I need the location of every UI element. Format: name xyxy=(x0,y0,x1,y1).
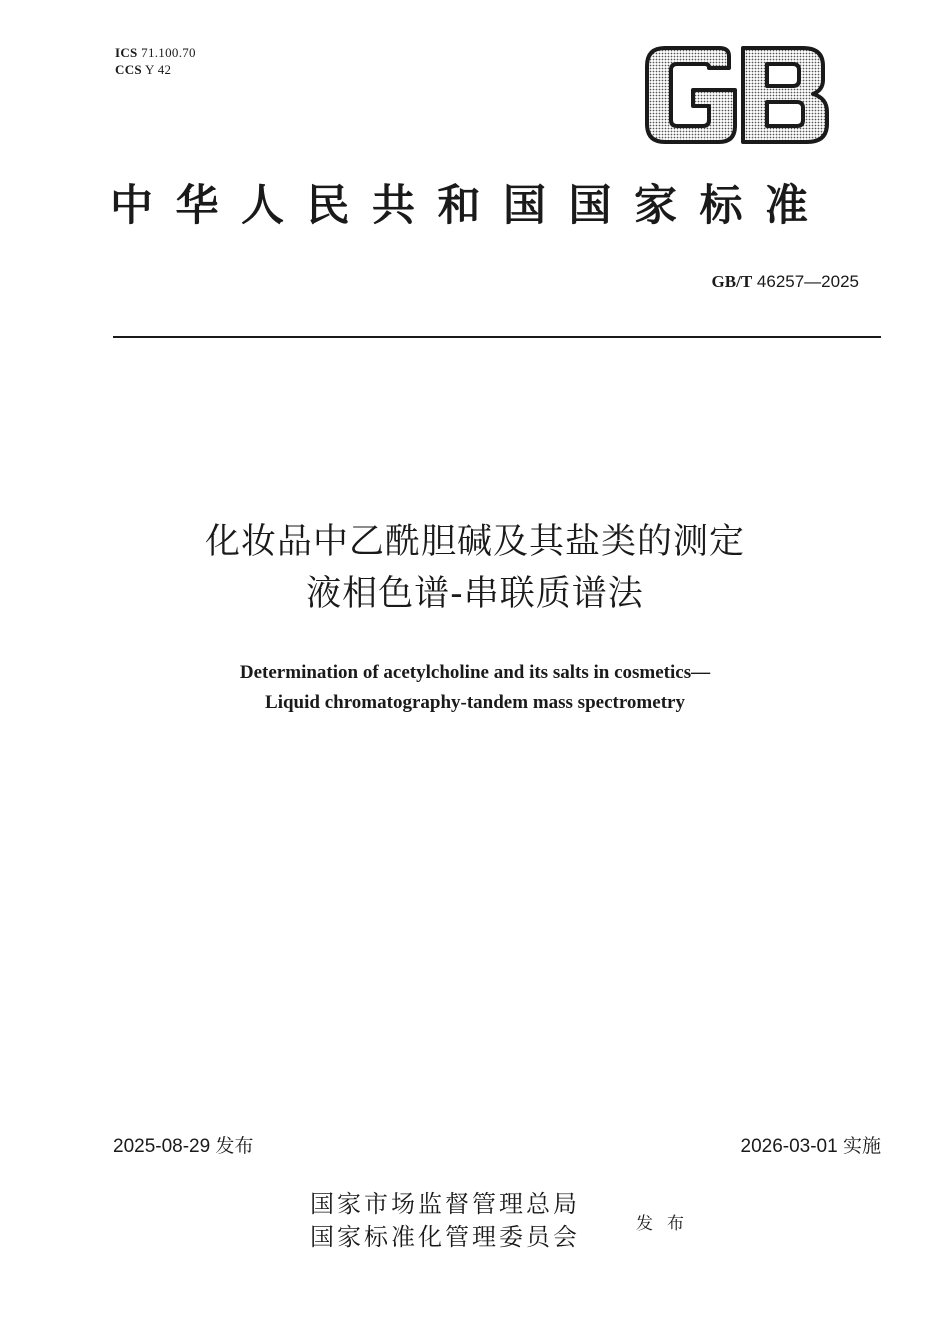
issue-date: 2025-08-29 xyxy=(113,1136,211,1157)
chinese-title-line2: 液相色谱-串联质谱法 xyxy=(306,574,644,614)
logo-letter-b xyxy=(743,48,827,142)
ccs-label: CCS xyxy=(115,62,142,77)
standard-code: 46257—2025 xyxy=(756,272,859,291)
publisher-2: 国家标准化管理委员会 xyxy=(310,1223,580,1251)
ccs-code xyxy=(115,61,196,78)
header-divider xyxy=(113,336,881,338)
implement-date: 2026-03-01 xyxy=(740,1136,838,1157)
ics-code xyxy=(115,44,196,61)
ics-value: 71.100.70 xyxy=(141,45,196,60)
logo-letter-g xyxy=(647,48,735,142)
ics-label: ICS xyxy=(115,45,138,60)
implement-date-block xyxy=(741,1131,882,1158)
english-title-line2: Liquid chromatography-tandem mass spectrometry xyxy=(265,692,685,713)
english-title xyxy=(0,658,950,718)
implement-label: 实施 xyxy=(842,1136,881,1157)
publishers xyxy=(310,1188,580,1254)
issue-label: 发布 xyxy=(215,1136,254,1157)
standard-number xyxy=(712,272,859,292)
ccs-value: Y 42 xyxy=(145,62,172,77)
classification-codes xyxy=(115,44,196,78)
chinese-title-line1: 化妆品中乙酰胆碱及其盐类的测定 xyxy=(204,522,745,562)
english-title-line1: Determination of acetylcholine and its salts in cosmetics— xyxy=(239,662,711,683)
gb-logo xyxy=(643,46,833,144)
standard-prefix: GB/T xyxy=(711,272,753,291)
publish-label: 发布 xyxy=(636,1214,698,1234)
issue-date-block xyxy=(113,1131,254,1158)
main-title: 中华人民共和国国家标准 xyxy=(110,181,831,231)
chinese-title xyxy=(0,516,950,620)
publisher-1: 国家市场监督管理总局 xyxy=(310,1190,580,1218)
